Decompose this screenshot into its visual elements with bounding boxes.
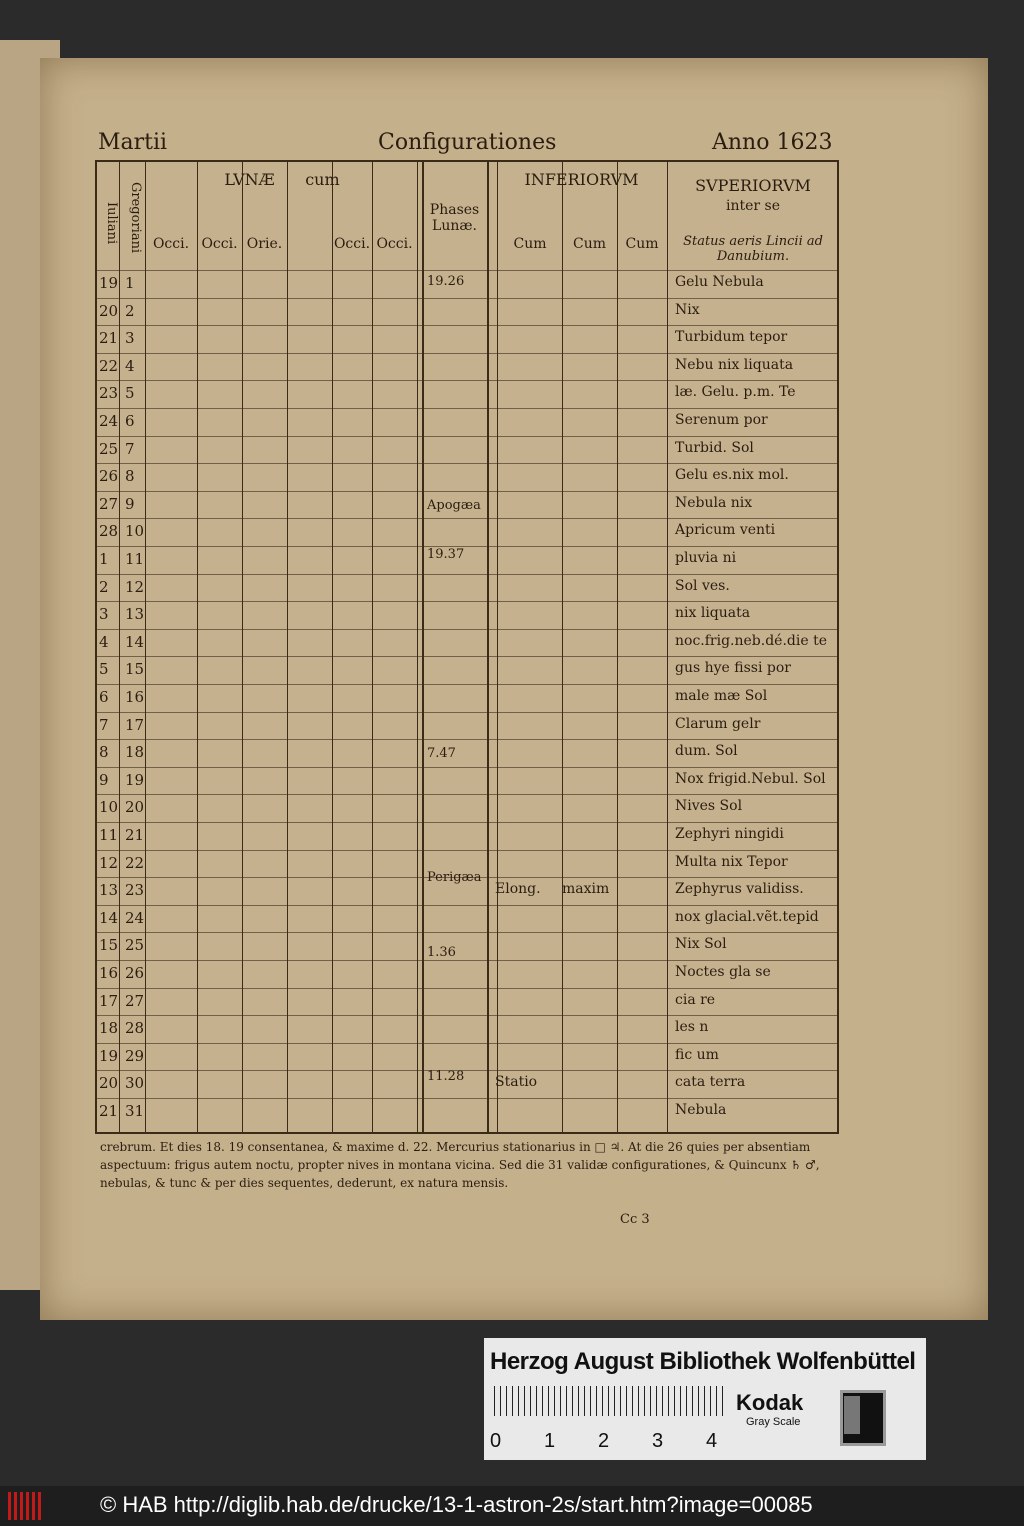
gregorian-day: 30: [125, 1074, 145, 1093]
julian-day: 21: [99, 1102, 119, 1120]
weather-note: dum. Sol: [675, 743, 738, 760]
julian-day: 1: [99, 550, 109, 568]
julian-day: 22: [99, 356, 119, 375]
julian-day: 28: [99, 522, 119, 541]
gray-swatch-mid: [844, 1396, 860, 1434]
gregorian-day: 18: [125, 743, 145, 762]
gregorian-day: 8: [125, 467, 135, 486]
gregorian-day: 11: [125, 550, 145, 568]
gregorian-day: 4: [125, 356, 135, 375]
phase-note: 7.47: [427, 745, 456, 761]
gregorian-day: 6: [125, 412, 135, 430]
gregorian-day: 7: [125, 439, 135, 458]
superiorum-heading: SVPERIORVM: [695, 176, 811, 195]
weather-note: noc.frig.neb.dé.die te: [675, 632, 827, 649]
phase-note: Apogæa: [427, 497, 481, 513]
scale-ticks: 0 1 2 3 4: [490, 1430, 718, 1452]
gregorian-day: 29: [125, 1046, 145, 1065]
sub-heading: Cum: [572, 236, 606, 252]
julian-day: 23: [99, 384, 119, 403]
gregorian-day: 16: [125, 688, 145, 706]
weather-note: Sol ves.: [675, 577, 730, 594]
weather-note: fic um: [675, 1046, 719, 1063]
julian-day: 18: [99, 1019, 119, 1038]
gregorian-day: 19: [125, 770, 145, 789]
library-name: Herzog August Bibliothek Wolfenbüttel: [490, 1348, 916, 1375]
weather-note: Nix Sol: [675, 936, 727, 953]
phase-note: 1.36: [427, 944, 456, 960]
julian-day: 21: [99, 329, 119, 348]
gregorian-day: 1: [125, 274, 135, 292]
gregorian-day: 21: [125, 826, 145, 844]
weather-note: cia re: [675, 991, 716, 1008]
gregorian-day: 22: [125, 853, 145, 872]
gregorian-day: 17: [125, 715, 145, 734]
gregorian-day: 14: [125, 632, 145, 651]
julian-day: 25: [99, 439, 119, 458]
phase-note: 19.37: [427, 547, 465, 563]
weather-note: cata terra: [675, 1074, 746, 1091]
inferior-note: Elong.: [495, 881, 541, 898]
inferior-note: Statio: [495, 1074, 538, 1091]
status-label: Status aeris Lincii ad Danubium.: [683, 234, 823, 264]
julian-day: 26: [99, 467, 119, 486]
gregorian-day: 25: [125, 936, 145, 955]
weather-note: pluvia ni: [675, 550, 737, 566]
julian-day: 2: [99, 577, 109, 596]
sub-heading: Occi.: [201, 236, 238, 252]
weather-note: Noctes gla se: [675, 964, 771, 980]
inferior-note: maxim: [562, 881, 610, 898]
gregorian-day: 13: [125, 605, 145, 624]
sub-heading: Occi.: [333, 236, 371, 252]
weather-note: Zephyri ningidi: [675, 826, 784, 842]
weather-note: Multa nix Tepor: [675, 853, 788, 870]
phases-heading: Phases Lunæ.: [429, 202, 480, 234]
julian-day: 19: [99, 1046, 119, 1065]
bottom-bar-text[interactable]: © HAB http://diglib.hab.de/drucke/13-1-astron-2s/start.htm?image=00085: [100, 1492, 813, 1517]
inter-se-label: inter se: [725, 198, 781, 214]
phase-note: Perigæa: [427, 870, 482, 886]
gregorian-heading: Gregoriani: [128, 182, 143, 254]
julian-heading: Iuliani: [104, 202, 119, 245]
weather-note: Nix: [675, 301, 700, 318]
julian-day: 9: [99, 770, 109, 789]
gray-scale-label: Gray Scale: [746, 1416, 801, 1428]
julian-day: 16: [99, 964, 119, 982]
weather-note: Serenum por: [675, 412, 768, 428]
julian-day: 3: [99, 605, 109, 624]
julian-day: 11: [99, 826, 119, 844]
inferiorum-heading: INFERIORVM: [524, 170, 639, 189]
julian-day: 20: [99, 1074, 119, 1093]
sub-heading: Orie.: [246, 236, 283, 252]
header-year: Anno 1623: [712, 130, 833, 155]
gregorian-day: 3: [125, 329, 135, 348]
weather-note: Nox frigid.Nebul. Sol: [675, 770, 826, 787]
julian-day: 13: [99, 881, 119, 900]
weather-note: Nebu nix liquata: [675, 356, 794, 373]
julian-day: 15: [99, 936, 119, 955]
luna-heading: LVNÆ cum: [224, 170, 340, 189]
gregorian-day: 28: [125, 1019, 145, 1038]
sub-heading: Cum: [513, 236, 547, 252]
configuration-table: [95, 160, 839, 1134]
phase-note: 19.26: [427, 274, 465, 289]
gregorian-day: 26: [125, 964, 145, 982]
weather-note: Zephyrus validiss.: [675, 881, 804, 898]
gregorian-day: 9: [125, 494, 135, 513]
signature-mark: Cc 3: [620, 1212, 650, 1227]
weather-note: Nebula: [675, 1102, 727, 1118]
gregorian-day: 10: [125, 522, 145, 541]
julian-day: 14: [99, 908, 119, 927]
julian-day: 5: [99, 660, 109, 679]
weather-note: Gelu es.nix mol.: [675, 467, 789, 484]
weather-note: male mæ Sol: [675, 688, 768, 704]
julian-day: 19: [99, 274, 119, 292]
julian-day: 24: [99, 412, 119, 430]
weather-note: Clarum gelr: [675, 715, 761, 732]
julian-day: 6: [99, 688, 109, 706]
kodak-logo: Kodak: [736, 1390, 804, 1415]
julian-day: 7: [99, 715, 109, 734]
julian-day: 20: [99, 301, 119, 320]
library-card: [484, 1338, 926, 1460]
header-month: Martii: [98, 130, 168, 155]
hab-logo-icon: [8, 1492, 44, 1520]
weather-note: gus hye fissi por: [675, 660, 791, 677]
weather-note: Nives Sol: [675, 798, 743, 815]
julian-day: 10: [99, 798, 119, 817]
weather-note: læ. Gelu. p.m. Te: [675, 384, 796, 401]
julian-day: 12: [99, 853, 119, 872]
gregorian-day: 5: [125, 384, 135, 403]
julian-day: 8: [99, 743, 109, 762]
weather-note: les n: [675, 1019, 709, 1036]
weather-note: nix liquata: [675, 605, 751, 622]
header-title: Configurationes: [378, 130, 557, 155]
weather-note: Gelu Nebula: [675, 274, 764, 290]
sub-heading: Occi.: [376, 236, 413, 252]
gregorian-day: 27: [125, 991, 145, 1010]
gregorian-day: 15: [125, 660, 145, 679]
julian-day: 17: [99, 991, 119, 1010]
gregorian-day: 23: [125, 881, 145, 900]
sub-heading: Occi.: [152, 236, 190, 252]
footer-text: crebrum. Et dies 18. 19 consentanea, & maxime d. 22. Mercurius stationarius in □ ♃. At die 26 quies per absentiam aspectuum: frigus autem noctu, propter nives in montana vicina. Sed die 31 validæ configurationes, & Quincunx ♄ ♂, nebulas, & tunc & per dies sequentes, dederunt, ex natura mensis.: [100, 1140, 820, 1190]
julian-day: 27: [99, 494, 119, 513]
weather-note: Nebula nix: [675, 494, 753, 511]
sub-heading: Cum: [625, 236, 659, 252]
gregorian-day: 20: [125, 798, 145, 817]
gregorian-day: 2: [125, 301, 135, 320]
weather-note: Turbid. Sol: [675, 439, 754, 456]
weather-note: Apricum venti: [675, 522, 776, 539]
phase-note: 11.28: [427, 1068, 465, 1084]
weather-note: Turbidum tepor: [675, 329, 788, 346]
scale-ruler: [494, 1386, 724, 1416]
gregorian-day: 24: [125, 908, 145, 927]
weather-note: nox glacial.vẽt.tepid: [675, 908, 819, 925]
gregorian-day: 31: [125, 1102, 145, 1120]
julian-day: 4: [99, 632, 109, 651]
gregorian-day: 12: [125, 577, 145, 596]
